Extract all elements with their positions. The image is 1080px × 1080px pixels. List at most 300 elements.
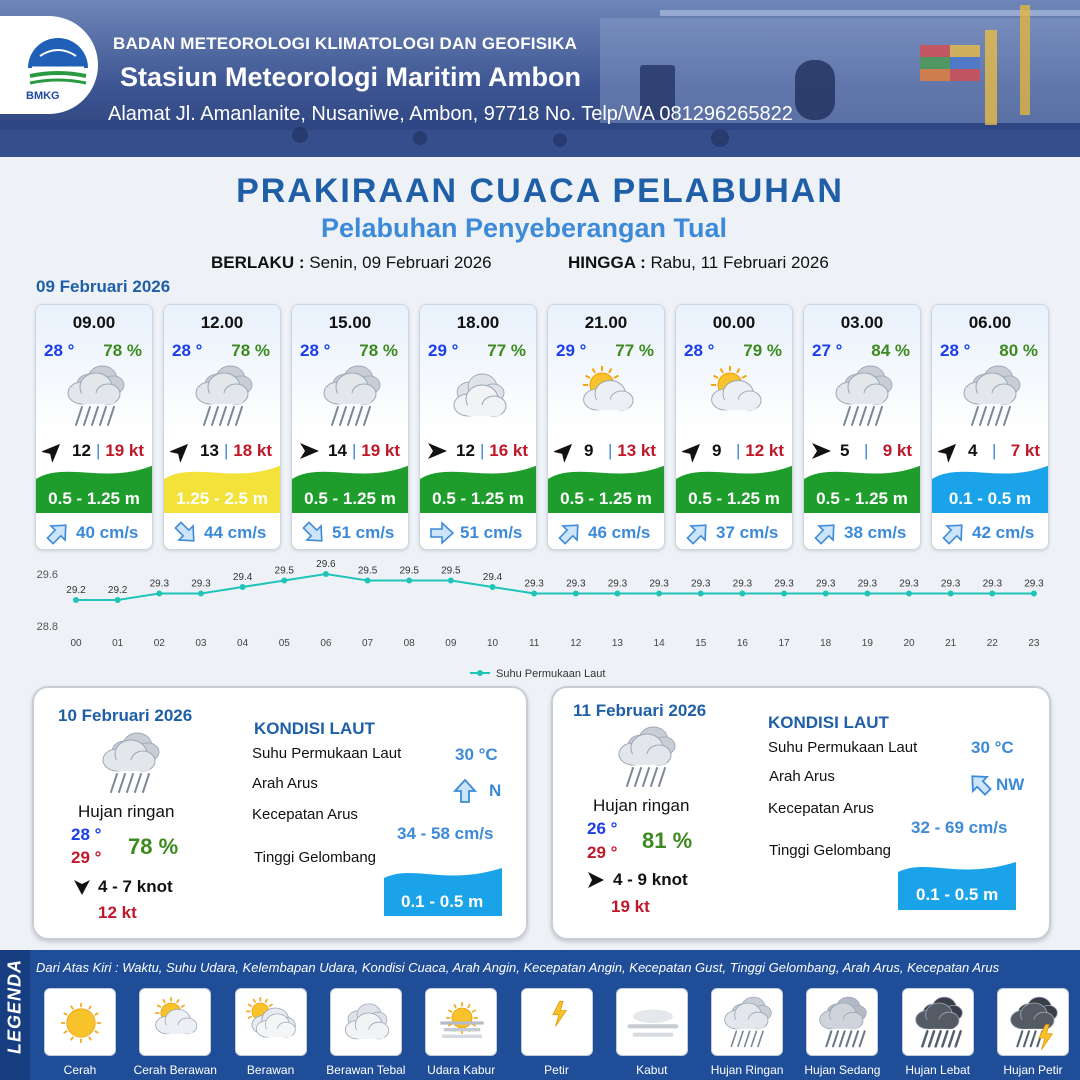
thick-cloud-icon	[444, 361, 516, 433]
sst-data-label: 29.3	[191, 578, 211, 590]
wind-direction-icon	[170, 440, 192, 462]
sst-data-label: 29.5	[399, 565, 419, 577]
sst-data-point	[989, 591, 995, 597]
wind-separator: |	[992, 441, 997, 460]
x-tick-label: 10	[486, 638, 499, 649]
forecast-temperature: 28 °	[684, 341, 715, 360]
station-name: Stasiun Meteorologi Maritim Ambon	[120, 62, 582, 92]
sst-data-label: 29.4	[232, 572, 253, 583]
sunny-icon	[51, 993, 111, 1053]
sst-data-point	[823, 591, 829, 597]
legend-swatch-point	[477, 670, 483, 676]
forecast-card	[675, 304, 793, 550]
day2-wind-arrow-icon	[72, 877, 92, 897]
forecast-temperature: 27 °	[812, 341, 843, 360]
agency-name: BADAN METEOROLOGI KLIMATOLOGI DAN GEOFISIKA	[113, 34, 578, 53]
day2-temp-min: 28 °	[71, 825, 102, 844]
legend-item-label: Hujan Petir	[1003, 1063, 1063, 1077]
x-tick-label: 17	[778, 638, 790, 649]
forecast-current	[548, 515, 664, 550]
forecast-weather-icon	[60, 361, 132, 433]
forecast-wind-speed: 13	[200, 441, 219, 460]
x-tick-label: 11	[528, 638, 540, 649]
forecast-gust: 19 kt	[105, 441, 144, 460]
sst-data-label: 29.3	[691, 578, 711, 590]
x-tick-label: 02	[153, 638, 165, 649]
page-subtitle: Pelabuhan Penyeberangan Tual	[320, 213, 728, 243]
forecast-temperature: 28 °	[940, 341, 971, 360]
y-tick-label: 28.8	[36, 621, 58, 633]
validity-from-label: BERLAKU :	[211, 253, 305, 272]
x-tick-label: 21	[945, 638, 957, 649]
legend-item	[711, 988, 783, 1056]
sst-data-label: 29.3	[940, 578, 961, 590]
day2-wave-height: 0.1 - 0.5 m	[401, 892, 484, 911]
forecast-gust: 13 kt	[617, 441, 656, 460]
x-tick-label: 12	[570, 638, 582, 649]
forecast-weather-icon	[956, 361, 1028, 433]
forecast-current-speed: 51 cm/s	[332, 523, 395, 542]
forecast-humidity: 80 %	[999, 341, 1038, 360]
thick-cloud-icon	[337, 993, 397, 1053]
forecast-temperature: 28 °	[44, 341, 75, 360]
current-arrow	[46, 521, 70, 545]
forecast-weather-icon	[700, 361, 772, 433]
current-arrow	[430, 521, 454, 545]
day2-current-dir: N	[489, 781, 502, 800]
forecast-wave-height: 0.5 - 1.25 m	[688, 489, 780, 508]
sunny-cloudy-icon	[700, 361, 772, 433]
day2-current-speed: 34 - 58 cm/s	[397, 824, 494, 843]
sst-data-point	[365, 578, 371, 584]
forecast-wave-height: 0.1 - 0.5 m	[948, 489, 1032, 508]
forecast-humidity: 78 %	[103, 341, 142, 360]
forecast-wave-height: 0.5 - 1.25 m	[816, 489, 908, 508]
forecast-wave-height: 0.5 - 1.25 m	[304, 489, 396, 508]
wind-arrow	[938, 440, 960, 462]
day3-condition: Hujan ringan	[593, 796, 690, 815]
day3-current-dir-label: Arah Arus	[769, 768, 835, 785]
legend-item-label: Petir	[544, 1063, 569, 1077]
forecast-wind	[36, 439, 152, 463]
sst-data-point	[198, 591, 204, 597]
forecast-current	[932, 515, 1048, 550]
logo-text: BMKG	[26, 90, 60, 102]
legend-description: Dari Atas Kiri : Waktu, Suhu Udara, Kelembapan Udara, Kondisi Cuaca, Arah Angin, Kecepatan Angin, Kecepatan Gust, Tinggi Gelombang, Arah Arus, Kecepatan Arus	[36, 960, 1000, 975]
wind-direction-icon	[938, 440, 960, 462]
cloudy-icon	[242, 993, 302, 1053]
validity-to-label: HINGGA :	[568, 253, 646, 272]
forecast-wind-speed: 14	[328, 441, 347, 460]
x-tick-label: 15	[695, 638, 707, 649]
sst-data-point	[864, 591, 870, 597]
day3-wave-label: Tinggi Gelombang	[769, 842, 892, 859]
forecast-time: 00.00	[712, 313, 756, 332]
day2-date: 10 Februari 2026	[58, 706, 193, 725]
sst-data-point	[781, 591, 787, 597]
legend-item-label: Berawan	[246, 1063, 295, 1077]
current-direction-icon	[814, 521, 838, 545]
sst-data-label: 29.6	[316, 560, 336, 570]
thunderstorm-icon	[1004, 993, 1064, 1053]
x-tick-label: 03	[195, 638, 207, 649]
wind-arrow	[298, 440, 320, 462]
wind-separator: |	[736, 441, 741, 460]
x-tick-label: 23	[1028, 638, 1040, 649]
y-tick-label: 29.6	[36, 569, 58, 581]
forecast-wind-speed: 12	[456, 441, 475, 460]
forecast-humidity: 77 %	[615, 341, 654, 360]
day2-current-speed-label: Kecepatan Arus	[252, 806, 358, 823]
forecast-wind	[932, 439, 1048, 463]
sst-data-label: 29.3	[524, 578, 544, 590]
heavy-rain-icon	[909, 993, 969, 1053]
validity-to	[568, 253, 829, 273]
x-tick-label: 20	[903, 638, 915, 649]
legend-item-label: Hujan Lebat	[905, 1063, 971, 1077]
forecast-current	[36, 515, 152, 550]
legend-item	[902, 988, 974, 1056]
sunny-cloudy-icon	[572, 361, 644, 433]
page-title: PRAKIRAAN CUACA PELABUHAN	[236, 172, 844, 210]
forecast-gust: 9 kt	[882, 441, 912, 460]
forecast-weather-icon	[572, 361, 644, 433]
forecast-current	[292, 515, 408, 550]
light-rain-icon	[956, 361, 1028, 433]
legend-item-label: Kabut	[636, 1063, 668, 1077]
sst-data-point	[240, 584, 246, 590]
wind-arrow	[426, 440, 448, 462]
day3-wind-speed: 4 - 9 knot	[613, 870, 688, 889]
legend-item-label: Hujan Sedang	[804, 1063, 881, 1077]
current-direction-icon	[430, 521, 454, 545]
sst-data-point	[1031, 591, 1037, 597]
day2-gust: 12 kt	[98, 903, 137, 922]
x-tick-label: 06	[320, 638, 332, 649]
legend-title: LEGENDA	[4, 959, 25, 1055]
current-arrow	[686, 521, 710, 545]
sst-data-label: 29.5	[441, 565, 461, 577]
forecast-card	[931, 304, 1049, 550]
forecast-time: 15.00	[328, 313, 372, 332]
sst-data-point	[73, 597, 79, 603]
forecast-current-speed: 51 cm/s	[460, 523, 523, 542]
day3-humidity: 81 %	[642, 828, 693, 853]
validity-from-value: Senin, 09 Februari 2026	[309, 253, 492, 272]
sst-series-line	[76, 574, 1034, 600]
sst-data-label: 29.5	[274, 565, 294, 577]
x-tick-label: 04	[237, 638, 249, 649]
day2-weather-icon	[92, 728, 170, 800]
wind-arrow	[42, 440, 64, 462]
light-rain-icon	[608, 722, 686, 794]
x-tick-label: 22	[986, 638, 998, 649]
wind-separator: |	[352, 441, 357, 460]
legend-item	[139, 988, 211, 1056]
day3-sea-title: KONDISI LAUT	[768, 713, 889, 732]
light-rain-icon	[92, 728, 170, 800]
current-arrow	[814, 521, 838, 545]
sst-data-label: 29.2	[107, 585, 128, 596]
sst-data-label: 29.3	[815, 578, 836, 590]
forecast-current	[676, 515, 792, 550]
day2-wind-speed: 4 - 7 knot	[98, 877, 173, 896]
forecast-time: 09.00	[72, 313, 116, 332]
day2-sst-value: 30 °C	[455, 745, 498, 764]
legend-item	[425, 988, 497, 1056]
forecast-humidity: 77 %	[487, 341, 526, 360]
legend-item	[806, 988, 878, 1056]
day2-temp-max: 29 °	[71, 848, 102, 867]
forecast-temperature: 29 °	[428, 341, 459, 360]
x-tick-label: 00	[70, 638, 82, 649]
forecast-temperature: 28 °	[172, 341, 203, 360]
legend-item	[330, 988, 402, 1056]
current-direction-icon	[686, 521, 710, 545]
forecast-weather-icon	[188, 361, 260, 433]
day3-gust: 19 kt	[611, 897, 650, 916]
x-tick-label: 14	[653, 638, 665, 649]
forecast-current-speed: 38 cm/s	[844, 523, 907, 542]
x-tick-label: 16	[736, 638, 748, 649]
wind-direction-icon	[810, 440, 832, 462]
day2-condition: Hujan ringan	[78, 802, 175, 821]
forecast-weather-icon	[828, 361, 900, 433]
forecast-wind-speed: 4	[968, 441, 978, 460]
forecast-time: 12.00	[200, 313, 244, 332]
sst-data-point	[323, 571, 329, 577]
day2-sea-title: KONDISI LAUT	[254, 719, 375, 738]
wind-separator: |	[608, 441, 613, 460]
day2-current-arrow-icon	[452, 778, 478, 804]
sunny-cloudy-icon	[146, 993, 206, 1053]
sst-data-label: 29.3	[774, 578, 794, 590]
sst-data-label: 29.3	[149, 578, 170, 590]
sst-data-point	[739, 591, 745, 597]
forecast-card	[419, 304, 537, 550]
legend-item-label: Berawan Tebal	[326, 1063, 406, 1077]
forecast-current-speed: 46 cm/s	[588, 523, 651, 542]
sst-data-point	[614, 591, 620, 597]
light-rain-icon	[188, 361, 260, 433]
forecast-current-speed: 40 cm/s	[76, 523, 139, 542]
forecast-wind	[548, 439, 664, 463]
haze-icon	[432, 993, 492, 1053]
day3-sst-label: Suhu Permukaan Laut	[768, 739, 918, 756]
day1-date: 09 Februari 2026	[36, 277, 171, 296]
day3-weather-icon	[608, 722, 686, 794]
wind-separator: |	[480, 441, 485, 460]
forecast-wave-height: 0.5 - 1.25 m	[432, 489, 524, 508]
forecast-humidity: 78 %	[359, 341, 398, 360]
current-direction-icon	[942, 521, 966, 545]
wind-arrow	[554, 440, 576, 462]
sst-data-point	[531, 591, 537, 597]
light-rain-icon	[60, 361, 132, 433]
forecast-card	[163, 304, 281, 550]
forecast-wind	[804, 439, 920, 463]
wind-separator: |	[864, 441, 869, 460]
current-arrow	[174, 521, 198, 545]
legend-item-label: Udara Kabur	[427, 1063, 496, 1077]
day3-sst-value: 30 °C	[971, 738, 1014, 757]
station-address: Alamat Jl. Amanlanite, Nusaniwe, Ambon, 97718 No. Telp/WA 081296265822	[108, 103, 793, 125]
forecast-card	[547, 304, 665, 550]
day2-current-dir-label: Arah Arus	[252, 775, 318, 792]
forecast-wind-speed: 9	[712, 441, 722, 460]
x-tick-label: 09	[445, 638, 457, 649]
validity-from	[211, 253, 492, 273]
light-rain-icon	[316, 361, 388, 433]
current-direction-icon	[558, 521, 582, 545]
legend-side	[0, 950, 30, 1080]
x-tick-label: 13	[611, 638, 624, 649]
legend-bar	[0, 950, 1080, 1080]
sst-data-point	[906, 591, 912, 597]
forecast-time: 03.00	[840, 313, 884, 332]
forecast-humidity: 79 %	[743, 341, 782, 360]
day3-current-dir: NW	[996, 775, 1025, 794]
forecast-weather-icon	[316, 361, 388, 433]
day3-wave-height: 0.1 - 0.5 m	[916, 885, 999, 904]
wind-arrow	[170, 440, 192, 462]
forecast-wave-height: 0.5 - 1.25 m	[48, 489, 140, 508]
day3-current-speed: 32 - 69 cm/s	[911, 818, 1008, 837]
forecast-wind-speed: 12	[72, 441, 91, 460]
day3-wind-arrow-icon	[586, 870, 606, 890]
current-direction-icon	[46, 521, 70, 545]
header-banner	[0, 0, 1080, 157]
sst-data-label: 29.3	[899, 578, 919, 590]
forecast-weather-icon	[444, 361, 516, 433]
sst-line-chart	[30, 560, 1050, 685]
forecast-wind	[420, 439, 536, 463]
sst-data-label: 29.2	[66, 585, 86, 596]
sst-data-label: 29.3	[857, 578, 878, 590]
sst-data-label: 29.3	[607, 578, 628, 590]
wind-direction-icon	[298, 440, 320, 462]
sst-data-label: 29.3	[982, 578, 1003, 590]
sst-data-point	[115, 597, 121, 603]
sst-data-label: 29.4	[482, 572, 503, 583]
current-arrow	[302, 521, 326, 545]
x-tick-label: 19	[861, 638, 873, 649]
day2-humidity: 78 %	[128, 834, 179, 859]
wind-direction-icon	[42, 440, 64, 462]
legend-item-label: Hujan Ringan	[710, 1063, 784, 1077]
forecast-current	[420, 515, 536, 550]
wind-arrow	[682, 440, 704, 462]
sst-data-point	[448, 578, 454, 584]
day2-panel	[32, 686, 528, 940]
forecast-wind-speed: 5	[840, 441, 850, 460]
day3-temp-max: 29 °	[587, 843, 618, 862]
legend-item	[235, 988, 307, 1056]
sst-data-label: 29.5	[357, 565, 378, 577]
day3-current-arrow-icon	[967, 771, 993, 797]
forecast-time: 21.00	[584, 313, 628, 332]
forecast-temperature: 28 °	[300, 341, 331, 360]
sst-data-label: 29.3	[732, 578, 753, 590]
light-rain-icon	[718, 993, 778, 1053]
forecast-gust: 19 kt	[361, 441, 400, 460]
sst-data-label: 29.3	[649, 578, 669, 590]
sst-data-label: 29.3	[1024, 578, 1044, 590]
sst-data-point	[573, 591, 579, 597]
wind-direction-icon	[682, 440, 704, 462]
forecast-wave-height: 1.25 - 2.5 m	[176, 489, 268, 508]
forecast-current-speed: 44 cm/s	[204, 523, 267, 542]
light-rain-icon	[828, 361, 900, 433]
wind-direction-icon	[426, 440, 448, 462]
forecast-current	[804, 515, 920, 550]
sst-data-point	[698, 591, 704, 597]
day3-panel	[551, 686, 1051, 940]
forecast-current-speed: 42 cm/s	[972, 523, 1035, 542]
fog-icon	[623, 993, 683, 1053]
legend-item	[44, 988, 116, 1056]
wind-separator: |	[224, 441, 229, 460]
forecast-card	[35, 304, 153, 550]
legend-item-label: Cerah	[63, 1063, 97, 1077]
forecast-humidity: 78 %	[231, 341, 270, 360]
forecast-wind	[676, 439, 792, 463]
lightning-icon	[528, 993, 588, 1053]
legend-item-label: Cerah Berawan	[133, 1063, 217, 1077]
day2-sst-label: Suhu Permukaan Laut	[252, 745, 402, 762]
forecast-card	[803, 304, 921, 550]
forecast-humidity: 84 %	[871, 341, 910, 360]
forecast-temperature: 29 °	[556, 341, 587, 360]
x-tick-label: 08	[403, 638, 415, 649]
current-arrow	[558, 521, 582, 545]
legend-item	[521, 988, 593, 1056]
day3-current-speed-label: Kecepatan Arus	[768, 800, 874, 817]
x-tick-label: 01	[112, 638, 124, 649]
moderate-rain-icon	[813, 993, 873, 1053]
x-tick-label: 07	[361, 638, 374, 649]
wind-arrow	[810, 440, 832, 462]
sst-data-point	[948, 591, 954, 597]
x-tick-label: 18	[820, 638, 832, 649]
current-direction-icon	[302, 521, 326, 545]
day3-date: 11 Februari 2026	[573, 701, 707, 720]
x-tick-label: 05	[278, 638, 290, 649]
sst-data-point	[156, 591, 162, 597]
wind-direction-icon	[554, 440, 576, 462]
forecast-wave-height: 0.5 - 1.25 m	[560, 489, 652, 508]
forecast-card	[291, 304, 409, 550]
legend-item	[997, 988, 1069, 1056]
sst-data-label: 29.3	[566, 578, 586, 590]
forecast-time: 18.00	[456, 313, 500, 332]
current-arrow	[942, 521, 966, 545]
forecast-time: 06.00	[968, 313, 1012, 332]
sst-data-point	[406, 578, 412, 584]
day3-temp-min: 26 °	[587, 819, 618, 838]
forecast-gust: 7 kt	[1010, 441, 1040, 460]
forecast-wind	[164, 439, 280, 463]
day2-wave-label: Tinggi Gelombang	[254, 849, 377, 866]
forecast-wind	[292, 439, 408, 463]
forecast-gust: 16 kt	[489, 441, 528, 460]
forecast-current-speed: 37 cm/s	[716, 523, 779, 542]
validity-to-value: Rabu, 11 Februari 2026	[650, 253, 829, 272]
forecast-gust: 18 kt	[233, 441, 272, 460]
legend-item	[616, 988, 688, 1056]
wind-separator: |	[96, 441, 101, 460]
sst-data-point	[281, 578, 287, 584]
